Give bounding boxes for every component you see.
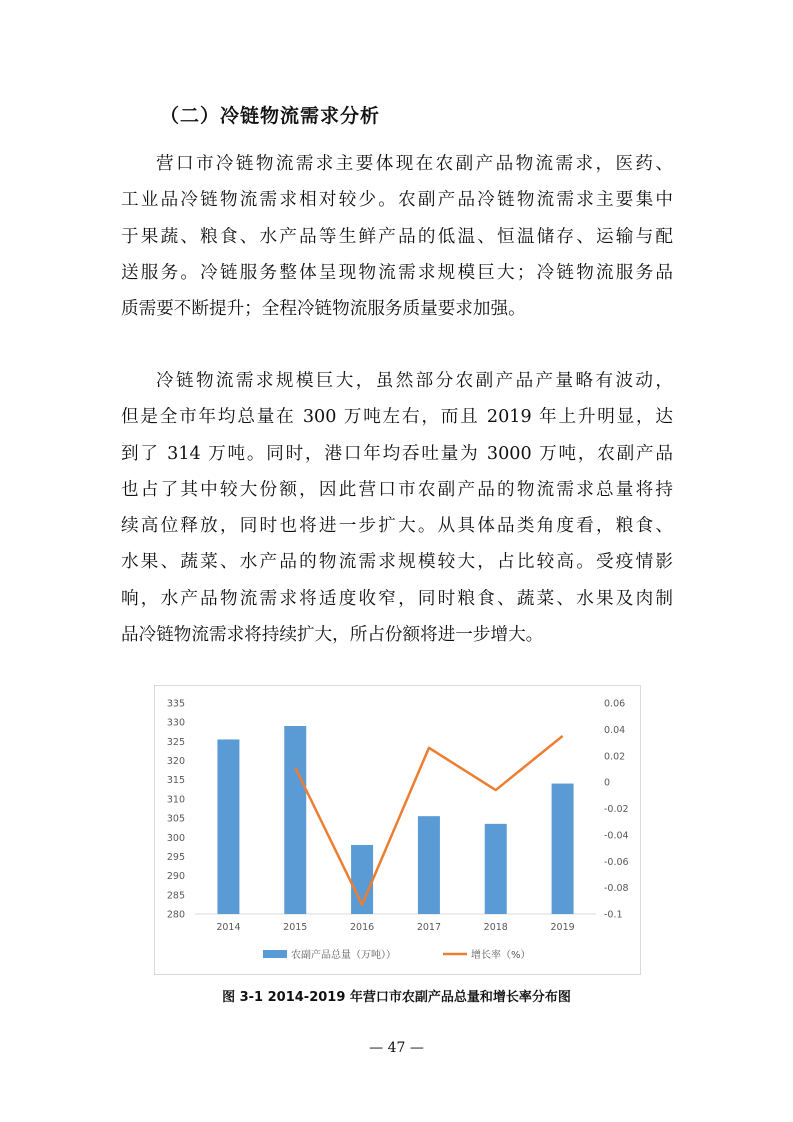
legend-label: 农副产品总量（万吨）） <box>291 950 396 961</box>
y-tick-label: 285 <box>166 890 185 902</box>
y-tick-label: 310 <box>166 794 185 806</box>
paragraph-line: 工业品冷链物流需求相对较少。农副产品冷链物流需求主要集中 <box>121 190 673 211</box>
x-tick-label: 2017 <box>416 922 442 933</box>
x-tick-label: 2018 <box>483 922 508 933</box>
paragraph-demand-scale <box>121 363 673 653</box>
y2-tick-label: -0.08 <box>604 883 629 895</box>
paragraph-line: 续高位释放，同时也将进一步扩大。从具体品类角度看，粮食、 <box>121 516 673 537</box>
figure-caption: 图 3-1 2014-2019 年营口市农副产品总量和增长率分布图 <box>222 990 571 1005</box>
y-tick-label: 320 <box>166 756 185 768</box>
bar <box>217 739 239 914</box>
y-tick-label: 325 <box>166 736 185 748</box>
bar <box>485 824 507 914</box>
y2-tick-label: 0 <box>604 777 611 789</box>
y-tick-label: 290 <box>166 871 185 883</box>
legend-bar-swatch <box>263 950 287 958</box>
paragraph-line: 到了 314 万吨。同时，港口年均吞吐量为 3000 万吨，农副产品 <box>121 443 673 464</box>
legend-label: 增长率（%） <box>471 950 531 961</box>
y2-tick-label: -0.1 <box>604 909 623 921</box>
y2-tick-label: 0.04 <box>604 724 626 736</box>
y-tick-label: 335 <box>166 698 185 710</box>
y2-tick-label: 0.02 <box>604 751 626 763</box>
paragraph-line: 水果、蔬菜、水产品的物流需求规模较大，占比较高。受疫情影 <box>121 552 673 573</box>
paragraph-line: 也占了其中较大份额，因此营口市农副产品的物流需求总量将持 <box>121 479 673 500</box>
x-tick-label: 2014 <box>216 922 241 933</box>
paragraph-line: 但是全市年均总量在 300 万吨左右，而且 2019 年上升明显，达 <box>121 407 673 428</box>
paragraph-demand-overview <box>121 146 673 327</box>
paragraph-line: 送服务。冷链服务整体呈现物流需求规模巨大；冷链物流服务品 <box>121 262 673 283</box>
bar <box>552 784 574 914</box>
y-tick-label: 330 <box>166 717 185 729</box>
paragraph-line: 响，水产品物流需求将适度收窄，同时粮食、蔬菜、水果及肉制 <box>121 588 673 609</box>
x-tick-label: 2015 <box>283 922 308 933</box>
paragraph-line: 质需要不断提升；全程冷链物流服务质量要求加强。 <box>121 299 526 320</box>
paragraph-line: 营口市冷链物流需求主要体现在农副产品物流需求，医药、 <box>156 154 673 174</box>
bar <box>418 816 440 914</box>
y-tick-label: 305 <box>166 813 185 825</box>
y-tick-label: 300 <box>166 832 185 844</box>
y-tick-label: 315 <box>166 775 185 787</box>
paragraph-line: 冷链物流需求规模巨大，虽然部分农副产品产量略有波动， <box>156 371 673 391</box>
page-number: — 47 — <box>369 1040 424 1056</box>
y2-tick-label: -0.04 <box>604 830 629 842</box>
section-heading: （二）冷链物流需求分析 <box>160 105 381 127</box>
y2-tick-label: -0.06 <box>604 856 629 868</box>
x-tick-label: 2016 <box>349 922 375 933</box>
y-tick-label: 280 <box>166 909 185 921</box>
combo-chart <box>154 685 641 975</box>
y2-tick-label: 0.06 <box>604 698 626 710</box>
y2-tick-label: -0.02 <box>604 804 629 815</box>
chart-canvas <box>155 686 640 974</box>
y-tick-label: 295 <box>166 851 185 863</box>
paragraph-line: 于果蔬、粮食、水产品等生鲜产品的低温、恒温储存、运输与配 <box>121 226 673 247</box>
paragraph-line: 品冷链物流需求将持续扩大，所占份额将进一步增大。 <box>121 625 544 646</box>
bar <box>284 726 306 914</box>
x-tick-label: 2019 <box>550 922 575 933</box>
